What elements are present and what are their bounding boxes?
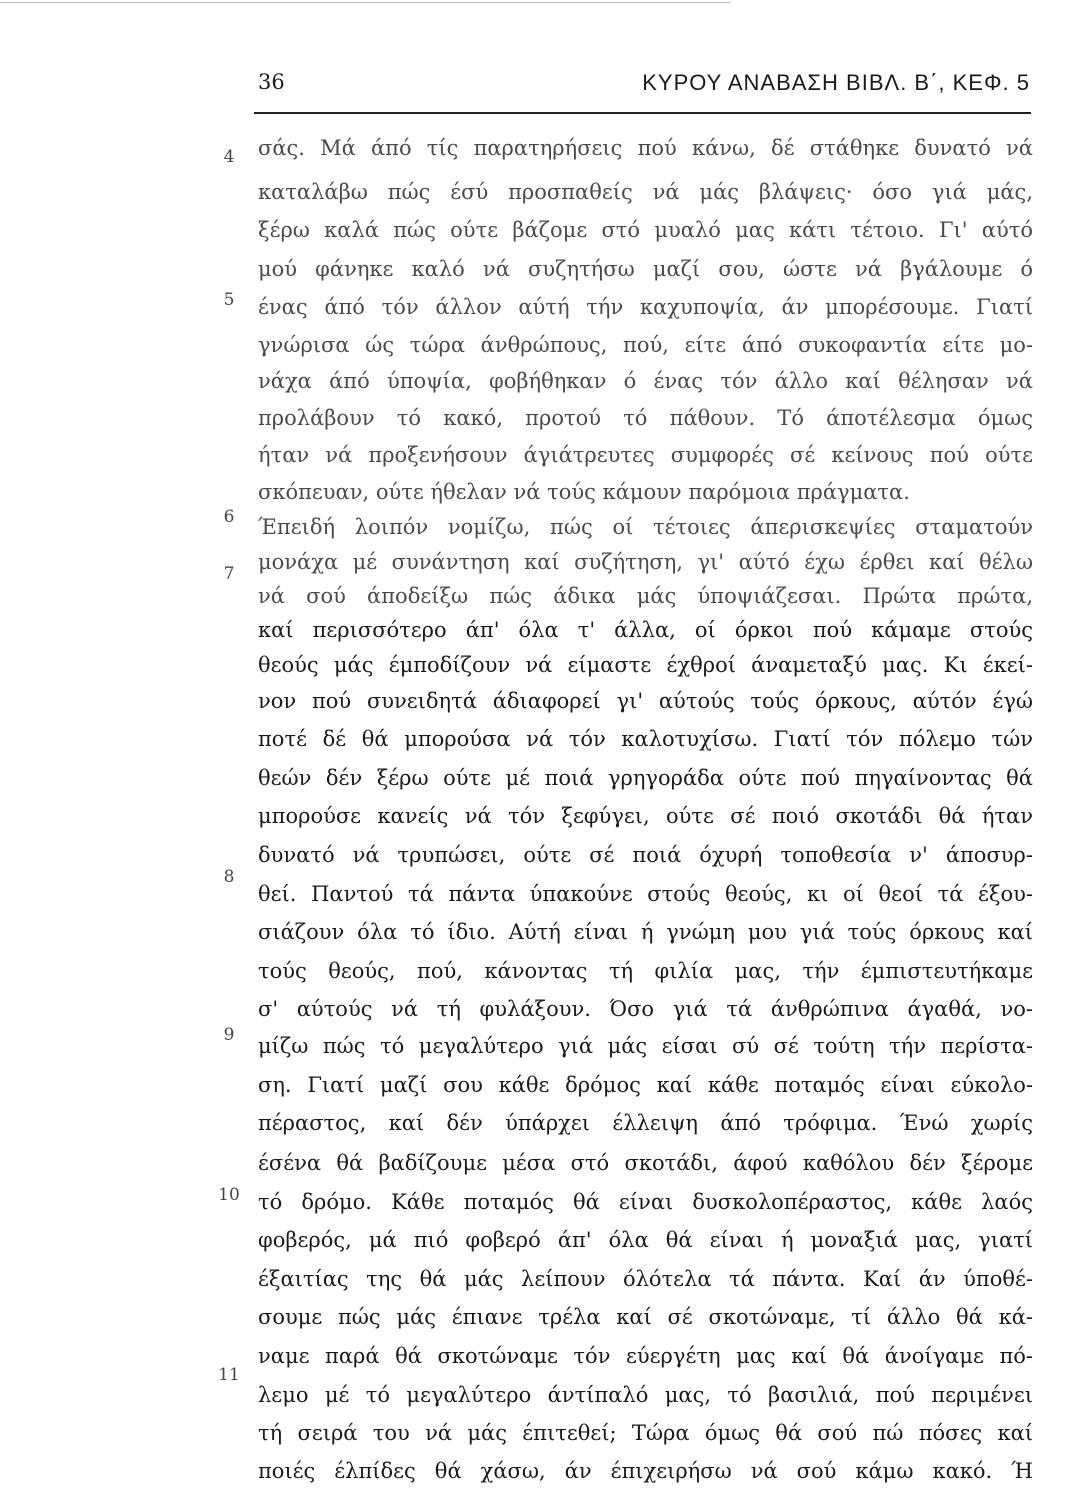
text-line: μίζω πώς τό μεγαλύτερο γιά μάς είσαι σύ σέ τούτη τήν περίστα-: [258, 1034, 1033, 1058]
text-line: μπορούσε κανείς νά τόν ξεφύγει, ούτε σέ ποιό σκοτάδι θά ήταν: [258, 804, 1033, 828]
text-line: ναμε παρά θά σκοτώναμε τόν εύεργέτη μας καί θά άνοίγαμε πό-: [258, 1344, 1033, 1368]
paragraph-marker: 5: [223, 290, 235, 310]
text-line: μού φάνηκε καλό νά συζητήσω μαζί σου, ώστε νά βγάλουμε ό: [258, 257, 1033, 281]
paragraph-marker: 6: [223, 507, 235, 527]
text-line: ποιές έλπίδες θά χάσω, άν έπιχειρήσω νά σού κάμω κακό. Ή: [258, 1459, 1033, 1483]
text-line: μονάχα μέ συνάντηση καί συζήτηση, γι' αύτό έχω έρθει καί θέλω: [258, 550, 1033, 574]
text-line: σκόπευαν, ούτε ήθελαν νά τούς κάμουν παρόμοια πράγματα.: [258, 480, 910, 504]
text-line: τή σειρά του νά μάς έπιτεθεί; Τώρα όμως θά σού πώ πόσες καί: [258, 1421, 1033, 1445]
text-line: ήταν νά προξενήσουν άγιάτρευτες συμφορές σέ κείνους πού ούτε: [258, 443, 1033, 467]
text-line: τούς θεούς, πού, κάνοντας τή φιλία μας, τήν έμπιστευτήκαμε: [258, 959, 1033, 983]
text-line: Έπειδή λοιπόν νομίζω, πώς οί τέτοιες άπερισκεψίες σταματούν: [258, 515, 1033, 539]
text-line: καταλάβω πώς έσύ προσπαθείς νά μάς βλάψεις· όσο γιά μάς,: [258, 180, 1033, 204]
text-line: νον πού συνειδητά άδιαφορεί γι' αύτούς τούς όρκους, αύτόν έγώ: [258, 689, 1033, 713]
text-line: θεούς μάς έμποδίζουν νά είμαστε έχθροί άναμεταξύ μας. Κι έκεί-: [258, 653, 1033, 677]
text-line: ξέρω καλά πώς ούτε βάζομε στό μυαλό μας κάτι τέτοιο. Γι' αύτό: [258, 218, 1033, 242]
text-line: σάς. Μά άπό τίς παρατηρήσεις πού κάνω, δέ στάθηκε δυνατό νά: [258, 136, 1033, 160]
text-line: νά σού άποδείξω πώς άδικα μάς ύποψιάζεσαι. Πρώτα πρώτα,: [258, 584, 1033, 608]
text-line: τό δρόμο. Κάθε ποταμός θά είναι δυσκολοπέραστος, κάθε λαός: [258, 1190, 1033, 1214]
text-line: σουμε πώς μάς έπιανε τρέλα καί σέ σκοτώναμε, τί άλλο θά κά-: [258, 1305, 1033, 1329]
paragraph-marker: 11: [218, 1365, 240, 1385]
text-line: πέραστος, καί δέν ύπάρχει έλλειψη άπό τρόφιμα. Ένώ χωρίς: [258, 1111, 1033, 1135]
text-line: έσένα θά βαδίζουμε μέσα στό σκοτάδι, άφού καθόλου δέν ξέρομε: [258, 1151, 1033, 1175]
paragraph-marker: 4: [223, 147, 235, 167]
text-line: ένας άπό τόν άλλον αύτή τήν καχυποψία, άν μπορέσουμε. Γιατί: [258, 295, 1033, 319]
text-line: λεμο μέ τό μεγαλύτερο άντίπαλό μας, τό βασιλιά, πού περιμένει: [258, 1383, 1033, 1407]
text-line: θεί. Παντού τά πάντα ύπακούνε στούς θεούς, κι οί θεοί τά έξου-: [258, 882, 1033, 906]
text-line: σιάζουν όλα τό ίδιο. Αύτή είναι ή γνώμη μου γιά τούς όρκους καί: [258, 920, 1033, 944]
paragraph-marker: 10: [218, 1185, 240, 1205]
text-line: ση. Γιατί μαζί σου κάθε δρόμος καί κάθε ποταμός είναι εύκολο-: [258, 1073, 1033, 1097]
text-line: φοβερός, μά πιό φοβερό άπ' όλα θά είναι ή μοναξιά μας, γιατί: [258, 1228, 1033, 1252]
text-line: έξαιτίας της θά μάς λείπουν όλότελα τά πάντα. Καί άν ύποθέ-: [258, 1267, 1033, 1291]
text-line: ποτέ δέ θά μπορούσα νά τόν καλοτυχίσω. Γιατί τόν πόλεμο τών: [258, 727, 1033, 751]
text-line: σ' αύτούς νά τή φυλάξουν. Όσο γιά τά άνθρώπινα άγαθά, νο-: [258, 997, 1033, 1021]
running-title: ΚΥΡΟΥ ΑΝΑΒΑΣΗ ΒΙΒΛ. Β΄, ΚΕΦ. 5: [642, 70, 1030, 95]
text-line: δυνατό νά τρυπώσει, ούτε σέ ποιά όχυρή τοποθεσία ν' άποσυρ-: [258, 843, 1033, 867]
paragraph-marker: 9: [223, 1025, 235, 1045]
page-number: 36: [258, 70, 285, 94]
text-line: θεών δέν ξέρω ούτε μέ ποιά γρηγοράδα ούτε πού πηγαίνοντας θά: [258, 766, 1033, 790]
text-line: προλάβουν τό κακό, προτού τό πάθουν. Τό άποτέλεσμα όμως: [258, 406, 1033, 430]
paragraph-marker: 8: [223, 867, 235, 887]
paragraph-marker: 7: [223, 564, 235, 584]
text-line: γνώρισα ώς τώρα άνθρώπους, πού, είτε άπό συκοφαντία είτε μο-: [258, 333, 1033, 357]
text-line: νάχα άπό ύποψία, φοβήθηκαν ό ένας τόν άλλο καί θέλησαν νά: [258, 369, 1033, 393]
text-line: καί περισσότερο άπ' όλα τ' άλλα, οί όρκοι πού κάμαμε στούς: [258, 618, 1033, 642]
